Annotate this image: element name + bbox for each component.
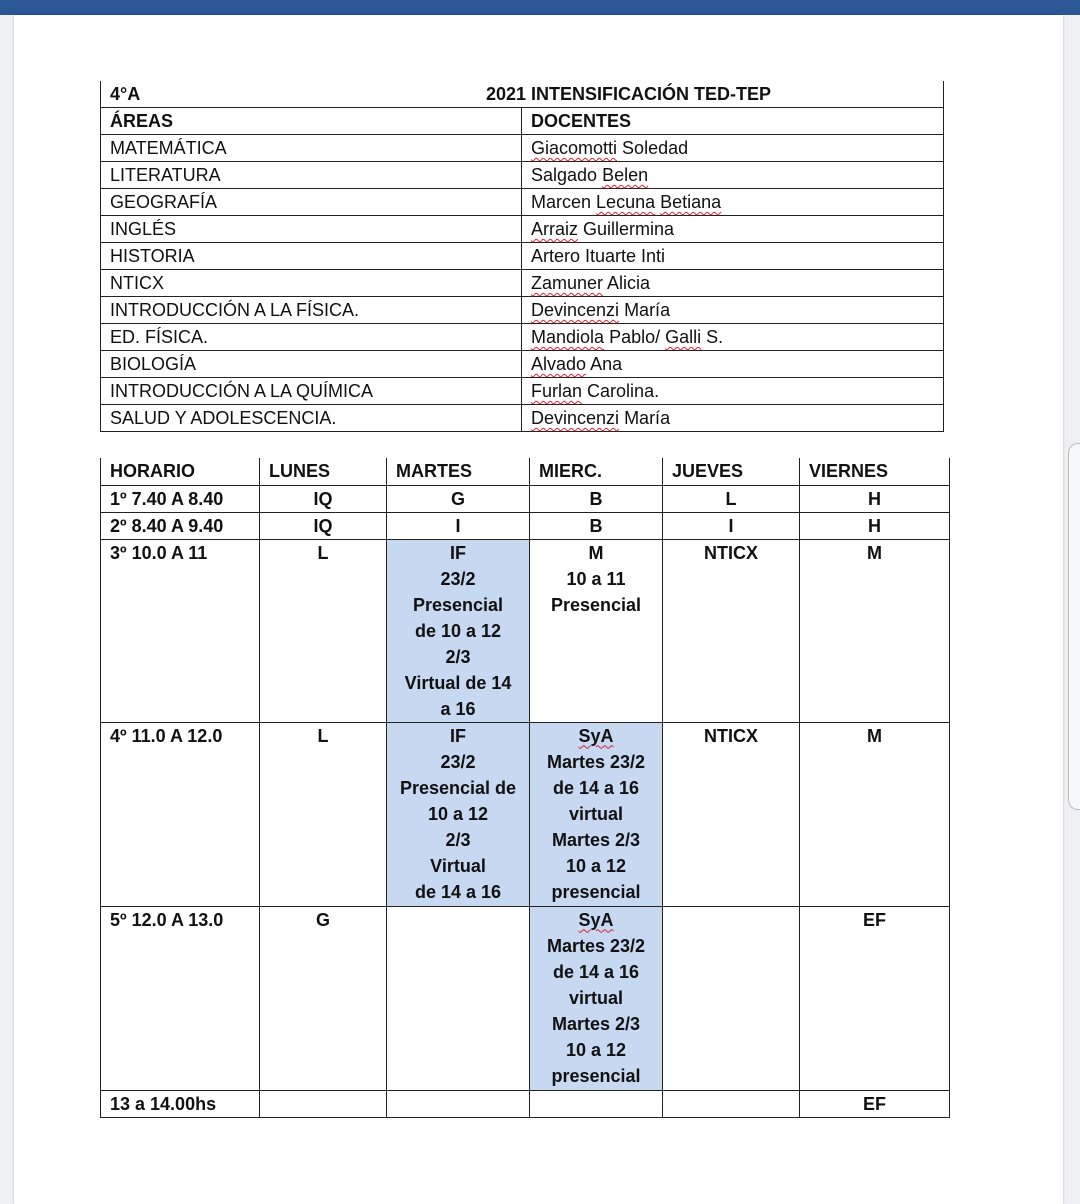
area-cell: HISTORIA <box>101 243 522 270</box>
subject-row <box>101 297 944 324</box>
teacher-cell: Furlan Carolina. <box>522 378 944 405</box>
cell-line: Presencial <box>412 594 504 615</box>
schedule-cell-jueves: L <box>663 485 800 512</box>
schedule-cell-time: 13 a 14.00hs <box>101 1090 260 1117</box>
cell-line: de 14 a 16 <box>552 777 640 798</box>
subject-row <box>101 135 944 162</box>
teachers-table <box>100 81 944 432</box>
schedule-cell-martes: G <box>387 485 530 512</box>
schedule-cell-mierc <box>530 1090 663 1117</box>
subject-row <box>101 378 944 405</box>
cell-line: SyA <box>578 725 614 746</box>
subject-row <box>101 162 944 189</box>
area-cell: INGLÉS <box>101 216 522 243</box>
area-cell: MATEMÁTICA <box>101 135 522 162</box>
header-lunes: LUNES <box>260 458 387 485</box>
schedule-row <box>101 512 950 539</box>
schedule-cell-time: 3º 10.0 A 11 <box>101 539 260 722</box>
cell-line: 23/2 <box>440 751 476 772</box>
header-viernes: VIERNES <box>800 458 950 485</box>
cell-line: de 14 a 16 <box>414 881 502 902</box>
header-mierc: MIERC. <box>530 458 663 485</box>
schedule-cell-viernes: M <box>800 539 950 722</box>
area-cell: GEOGRAFÍA <box>101 189 522 216</box>
cell-line: Martes 2/3 <box>551 829 641 850</box>
schedule-row <box>101 722 950 906</box>
cell-line: 2/3 <box>445 829 471 850</box>
teacher-cell: Mandiola Pablo/ Galli S. <box>522 324 944 351</box>
schedule-cell-jueves <box>663 1090 800 1117</box>
area-cell: INTRODUCCIÓN A LA FÍSICA. <box>101 297 522 324</box>
area-cell: INTRODUCCIÓN A LA QUÍMICA <box>101 378 522 405</box>
cell-line: 23/2 <box>440 568 476 589</box>
title-row <box>101 81 944 108</box>
schedule-cell-jueves <box>663 906 800 1090</box>
cell-line: Martes 23/2 <box>546 935 646 956</box>
teacher-cell: Marcen Lecuna Betiana <box>522 189 944 216</box>
schedule-cell-jueves: I <box>663 512 800 539</box>
subject-row <box>101 405 944 432</box>
schedule-cell-martes: I <box>387 512 530 539</box>
schedule-cell-time: 2º 8.40 A 9.40 <box>101 512 260 539</box>
subject-row <box>101 351 944 378</box>
schedule-row <box>101 906 950 1090</box>
area-cell: ED. FÍSICA. <box>101 324 522 351</box>
teacher-cell: Salgado Belen <box>522 162 944 189</box>
area-cell: LITERATURA <box>101 162 522 189</box>
cell-line: presencial <box>551 1065 641 1086</box>
cell-line: presencial <box>551 881 641 902</box>
subject-row <box>101 216 944 243</box>
schedule-cell-mierc: B <box>530 485 663 512</box>
schedule-cell-jueves: NTICX <box>663 722 800 906</box>
cell-line: 10 a 11 <box>566 568 626 589</box>
schedule-cell-time: 1º 7.40 A 8.40 <box>101 485 260 512</box>
cell-line: virtual <box>568 803 624 824</box>
schedule-table <box>100 458 950 1118</box>
cell-line: Virtual <box>430 855 486 876</box>
schedule-cell-viernes: EF <box>800 1090 950 1117</box>
schedule-cell-lunes: G <box>260 906 387 1090</box>
teacher-cell: Alvado Ana <box>522 351 944 378</box>
schedule-cell-viernes: H <box>800 485 950 512</box>
header-jueves: JUEVES <box>663 458 800 485</box>
schedule-cell-lunes: L <box>260 722 387 906</box>
schedule-cell-lunes: IQ <box>260 485 387 512</box>
schedule-row <box>101 485 950 512</box>
header-row <box>101 108 944 135</box>
schedule-cell-martes <box>387 539 530 722</box>
app-top-bar <box>0 0 1080 15</box>
cell-line: de 10 a 12 <box>414 620 502 641</box>
teachers-header: DOCENTES <box>522 108 944 135</box>
header-horario: HORARIO <box>101 458 260 485</box>
cell-line: de 14 a 16 <box>552 961 640 982</box>
schedule-row <box>101 1090 950 1117</box>
teacher-cell: Devincenzi María <box>522 297 944 324</box>
schedule-cell-lunes: L <box>260 539 387 722</box>
cell-line: a 16 <box>440 698 476 719</box>
teacher-cell: Devincenzi María <box>522 405 944 432</box>
cell-line: 2/3 <box>445 646 471 667</box>
cell-line: Presencial <box>550 594 642 615</box>
header-martes: MARTES <box>387 458 530 485</box>
teacher-cell: Giacomotti Soledad <box>522 135 944 162</box>
schedule-cell-martes <box>387 906 530 1090</box>
schedule-cell-time: 5º 12.0 A 13.0 <box>101 906 260 1090</box>
teacher-cell: Arraiz Guillermina <box>522 216 944 243</box>
schedule-cell-mierc <box>530 722 663 906</box>
cell-line: IF <box>450 725 466 746</box>
schedule-cell-lunes <box>260 1090 387 1117</box>
document-title: 2021 INTENSIFICACIÓN TED-TEP <box>486 84 772 104</box>
teacher-cell: Zamuner Alicia <box>522 270 944 297</box>
cell-line: 10 a 12 <box>565 855 627 876</box>
subject-row <box>101 270 944 297</box>
area-cell: BIOLOGÍA <box>101 351 522 378</box>
schedule-cell-martes <box>387 1090 530 1117</box>
schedule-cell-lunes: IQ <box>260 512 387 539</box>
subject-row <box>101 243 944 270</box>
cell-line: Martes 2/3 <box>551 1013 641 1034</box>
subject-row <box>101 324 944 351</box>
cell-line: virtual <box>568 987 624 1008</box>
schedule-cell-viernes: M <box>800 722 950 906</box>
subject-row <box>101 189 944 216</box>
cell-line: 10 a 12 <box>565 1039 627 1060</box>
course-label: 4°A <box>110 84 141 104</box>
area-cell: NTICX <box>101 270 522 297</box>
schedule-cell-mierc <box>530 906 663 1090</box>
schedule-row <box>101 539 950 722</box>
cell-line: SyA <box>578 909 614 930</box>
area-cell: SALUD Y ADOLESCENCIA. <box>101 405 522 432</box>
cell-line: Martes 23/2 <box>546 751 646 772</box>
cell-line: IF <box>450 542 466 563</box>
cell-line: Virtual de 14 <box>404 672 512 693</box>
schedule-cell-mierc <box>530 539 663 722</box>
schedule-cell-viernes: EF <box>800 906 950 1090</box>
schedule-cell-viernes: H <box>800 512 950 539</box>
schedule-cell-jueves: NTICX <box>663 539 800 722</box>
cell-line: Presencial de <box>399 777 517 798</box>
cell-line: 10 a 12 <box>427 803 489 824</box>
side-scroll-handle[interactable] <box>1068 443 1080 810</box>
schedule-header-row <box>101 458 950 485</box>
schedule-cell-mierc: B <box>530 512 663 539</box>
areas-header: ÁREAS <box>101 108 522 135</box>
cell-line: M <box>588 542 604 563</box>
schedule-cell-time: 4º 11.0 A 12.0 <box>101 722 260 906</box>
teacher-cell: Artero Ituarte Inti <box>522 243 944 270</box>
schedule-cell-martes <box>387 722 530 906</box>
